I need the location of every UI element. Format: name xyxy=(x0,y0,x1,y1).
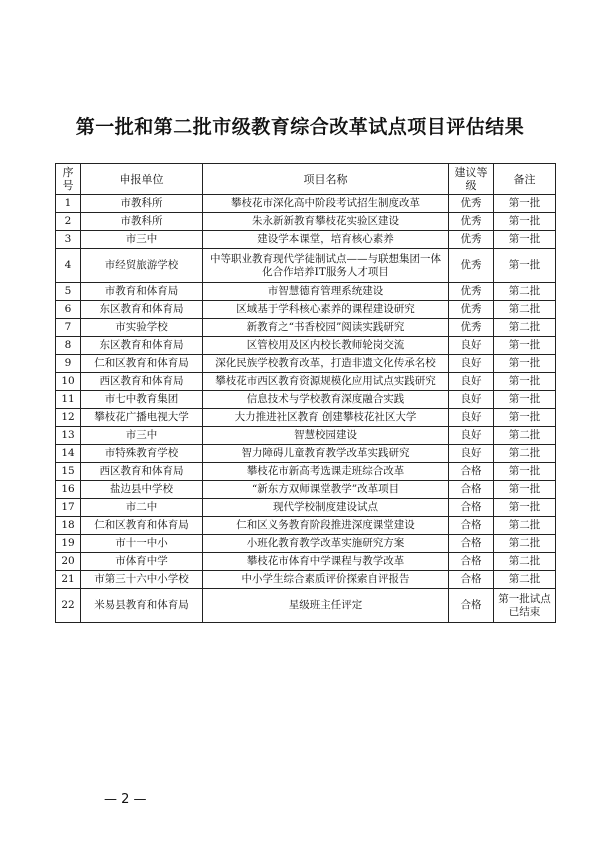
table-row xyxy=(56,535,556,553)
cell-grade: 优秀 xyxy=(449,319,494,337)
cell-note: 第一批 xyxy=(494,409,556,427)
cell-note: 第一批 xyxy=(494,499,556,517)
cell-note: 第二批 xyxy=(494,535,556,553)
cell-grade: 优秀 xyxy=(449,249,494,283)
table-row xyxy=(56,481,556,499)
cell-project: 攀枝花市体育中学课程与教学改革 xyxy=(203,553,449,571)
table-body xyxy=(56,195,556,623)
cell-grade: 优秀 xyxy=(449,283,494,301)
cell-no: 2 xyxy=(56,213,81,231)
header-grade: 建议等级 xyxy=(449,164,494,195)
cell-unit: 市三中 xyxy=(81,231,203,249)
cell-unit: 市十一中小 xyxy=(81,535,203,553)
table-row xyxy=(56,283,556,301)
cell-note: 第二批 xyxy=(494,301,556,319)
cell-note: 第二批 xyxy=(494,283,556,301)
cell-note: 第一批试点已结束 xyxy=(494,589,556,623)
cell-grade: 良好 xyxy=(449,427,494,445)
cell-grade: 良好 xyxy=(449,373,494,391)
table-row xyxy=(56,517,556,535)
table-row xyxy=(56,553,556,571)
cell-unit: 米易县教育和体育局 xyxy=(81,589,203,623)
cell-no: 17 xyxy=(56,499,81,517)
table-row xyxy=(56,499,556,517)
cell-note: 第一批 xyxy=(494,391,556,409)
cell-no: 6 xyxy=(56,301,81,319)
cell-project: 大力推进社区教育 创建攀枝花社区大学 xyxy=(203,409,449,427)
table-row xyxy=(56,249,556,283)
cell-project: 中等职业教育现代学徒制试点——与联想集团一体化合作培养IT服务人才项目 xyxy=(203,249,449,283)
table-row xyxy=(56,355,556,373)
cell-note: 第二批 xyxy=(494,517,556,535)
cell-project: 攀枝花市新高考选课走班综合改革 xyxy=(203,463,449,481)
cell-grade: 合格 xyxy=(449,535,494,553)
header-unit: 申报单位 xyxy=(81,164,203,195)
cell-grade: 优秀 xyxy=(449,301,494,319)
cell-grade: 合格 xyxy=(449,517,494,535)
cell-unit: 东区教育和体育局 xyxy=(81,301,203,319)
cell-project: 星级班主任评定 xyxy=(203,589,449,623)
table-row xyxy=(56,231,556,249)
cell-project: 市智慧德育管理系统建设 xyxy=(203,283,449,301)
table-row xyxy=(56,571,556,589)
results-table xyxy=(55,163,556,623)
cell-project: 小班化教育教学改革实施研究方案 xyxy=(203,535,449,553)
cell-no: 10 xyxy=(56,373,81,391)
cell-project: 信息技术与学校教育深度融合实践 xyxy=(203,391,449,409)
cell-no: 21 xyxy=(56,571,81,589)
cell-unit: 市教科所 xyxy=(81,213,203,231)
cell-unit: 市教育和体育局 xyxy=(81,283,203,301)
cell-grade: 合格 xyxy=(449,571,494,589)
cell-note: 第一批 xyxy=(494,195,556,213)
cell-unit: 市第三十六中小学校 xyxy=(81,571,203,589)
cell-project: 建设学本课堂，培育核心素养 xyxy=(203,231,449,249)
cell-note: 第一批 xyxy=(494,213,556,231)
cell-grade: 优秀 xyxy=(449,195,494,213)
table-row xyxy=(56,391,556,409)
header-note: 备注 xyxy=(494,164,556,195)
cell-project: “新东方双师课堂教学”改革项目 xyxy=(203,481,449,499)
cell-unit: 西区教育和体育局 xyxy=(81,373,203,391)
cell-unit: 市教科所 xyxy=(81,195,203,213)
cell-no: 16 xyxy=(56,481,81,499)
table-row xyxy=(56,463,556,481)
cell-unit: 盐边县中学校 xyxy=(81,481,203,499)
cell-unit: 市实验学校 xyxy=(81,319,203,337)
cell-no: 13 xyxy=(56,427,81,445)
cell-project: 攀枝花市西区教育资源规模化应用试点实践研究 xyxy=(203,373,449,391)
cell-project: 深化民族学校教育改革，打造非遗文化传承名校 xyxy=(203,355,449,373)
cell-unit: 市三中 xyxy=(81,427,203,445)
cell-unit: 仁和区教育和体育局 xyxy=(81,517,203,535)
cell-note: 第一批 xyxy=(494,463,556,481)
table-header-row xyxy=(56,164,556,195)
header-no: 序号 xyxy=(56,164,81,195)
table-row xyxy=(56,589,556,623)
cell-note: 第二批 xyxy=(494,319,556,337)
cell-project: 中小学生综合素质评价探索自评报告 xyxy=(203,571,449,589)
cell-grade: 优秀 xyxy=(449,231,494,249)
table-row xyxy=(56,213,556,231)
cell-project: 智力障碍儿童教育教学改革实践研究 xyxy=(203,445,449,463)
cell-no: 18 xyxy=(56,517,81,535)
cell-no: 11 xyxy=(56,391,81,409)
cell-note: 第一批 xyxy=(494,481,556,499)
cell-note: 第二批 xyxy=(494,427,556,445)
cell-note: 第一批 xyxy=(494,355,556,373)
cell-note: 第一批 xyxy=(494,231,556,249)
cell-grade: 合格 xyxy=(449,589,494,623)
cell-note: 第一批 xyxy=(494,373,556,391)
cell-note: 第二批 xyxy=(494,571,556,589)
cell-note: 第一批 xyxy=(494,249,556,283)
cell-grade: 良好 xyxy=(449,391,494,409)
cell-no: 14 xyxy=(56,445,81,463)
cell-no: 19 xyxy=(56,535,81,553)
cell-unit: 仁和区教育和体育局 xyxy=(81,355,203,373)
cell-grade: 合格 xyxy=(449,463,494,481)
cell-no: 9 xyxy=(56,355,81,373)
table-row xyxy=(56,301,556,319)
cell-no: 15 xyxy=(56,463,81,481)
cell-grade: 合格 xyxy=(449,481,494,499)
table-row xyxy=(56,409,556,427)
cell-note: 第二批 xyxy=(494,445,556,463)
cell-no: 7 xyxy=(56,319,81,337)
cell-grade: 良好 xyxy=(449,409,494,427)
cell-grade: 合格 xyxy=(449,499,494,517)
cell-no: 3 xyxy=(56,231,81,249)
cell-grade: 良好 xyxy=(449,445,494,463)
cell-unit: 市特殊教育学校 xyxy=(81,445,203,463)
cell-unit: 市二中 xyxy=(81,499,203,517)
cell-project: 攀枝花市深化高中阶段考试招生制度改革 xyxy=(203,195,449,213)
cell-project: 区域基于学科核心素养的课程建设研究 xyxy=(203,301,449,319)
cell-note: 第二批 xyxy=(494,553,556,571)
table-row xyxy=(56,373,556,391)
page-number: — 2 — xyxy=(104,792,147,807)
table-row xyxy=(56,337,556,355)
cell-no: 8 xyxy=(56,337,81,355)
cell-unit: 市经贸旅游学校 xyxy=(81,249,203,283)
cell-no: 1 xyxy=(56,195,81,213)
cell-project: 朱永新新教育攀枝花实验区建设 xyxy=(203,213,449,231)
cell-unit: 市七中教育集团 xyxy=(81,391,203,409)
cell-no: 4 xyxy=(56,249,81,283)
cell-no: 12 xyxy=(56,409,81,427)
cell-grade: 良好 xyxy=(449,355,494,373)
cell-no: 22 xyxy=(56,589,81,623)
cell-grade: 良好 xyxy=(449,337,494,355)
cell-project: 现代学校制度建设试点 xyxy=(203,499,449,517)
cell-grade: 优秀 xyxy=(449,213,494,231)
table-row xyxy=(56,195,556,213)
table-row xyxy=(56,427,556,445)
cell-project: 仁和区义务教育阶段推进深度课堂建设 xyxy=(203,517,449,535)
table-row xyxy=(56,319,556,337)
cell-note: 第一批 xyxy=(494,337,556,355)
header-project: 项目名称 xyxy=(203,164,449,195)
table-row xyxy=(56,445,556,463)
cell-project: 区管校用及区内校长教师轮岗交流 xyxy=(203,337,449,355)
cell-unit: 市体育中学 xyxy=(81,553,203,571)
cell-unit: 西区教育和体育局 xyxy=(81,463,203,481)
cell-no: 5 xyxy=(56,283,81,301)
cell-project: 智慧校园建设 xyxy=(203,427,449,445)
cell-project: 新教育之“书香校园”阅读实践研究 xyxy=(203,319,449,337)
document-title: 第一批和第二批市级教育综合改革试点项目评估结果 xyxy=(75,116,525,138)
cell-unit: 攀枝花广播电视大学 xyxy=(81,409,203,427)
cell-unit: 东区教育和体育局 xyxy=(81,337,203,355)
cell-grade: 合格 xyxy=(449,553,494,571)
cell-no: 20 xyxy=(56,553,81,571)
